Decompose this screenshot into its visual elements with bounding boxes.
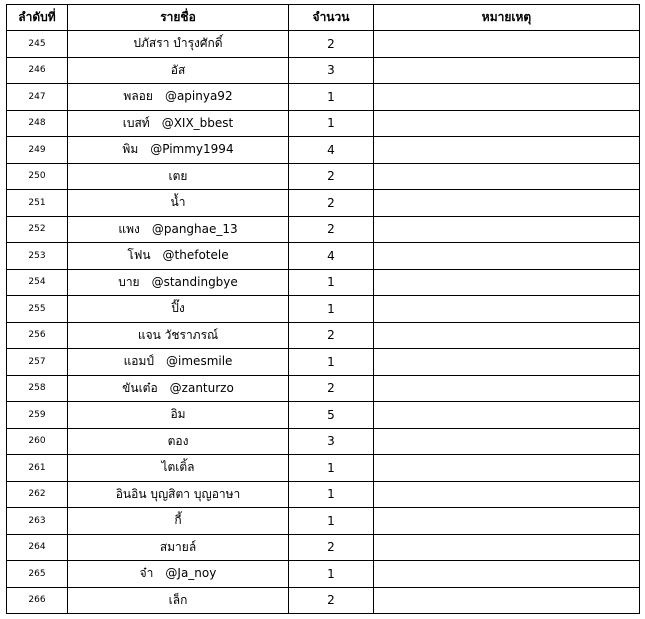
table-row [7,561,640,588]
table-row [7,428,640,455]
row-name-cell [68,587,289,614]
row-note [374,243,640,270]
row-note [374,163,640,190]
table-row [7,508,640,535]
row-name-cell [68,534,289,561]
row-note [374,455,640,482]
row-note [374,561,640,588]
row-name-cell [68,31,289,58]
row-name: จ๋า [139,566,154,581]
row-quantity: 2 [289,163,374,190]
row-handle: @XIX_bbest [161,115,234,130]
row-quantity: 2 [289,31,374,58]
table-row [7,481,640,508]
row-name: อัส [170,62,186,77]
row-name-cell [68,57,289,84]
row-name-cell [68,296,289,323]
row-number: 246 [7,57,68,84]
row-number: 255 [7,296,68,323]
table-row [7,296,640,323]
row-name-cell [68,455,289,482]
header-qty: จำนวน [289,5,374,31]
row-note [374,269,640,296]
row-number: 260 [7,428,68,455]
row-quantity: 1 [289,349,374,376]
row-handle: @apinya92 [164,89,233,104]
row-number: 254 [7,269,68,296]
row-name: ไตเติ้ล [161,460,195,475]
table-row [7,455,640,482]
row-quantity: 2 [289,216,374,243]
row-number: 263 [7,508,68,535]
row-number: 253 [7,243,68,270]
row-name-cell [68,163,289,190]
table-row [7,269,640,296]
row-name: กี้ [174,513,182,528]
row-quantity: 1 [289,296,374,323]
row-note [374,428,640,455]
row-number: 266 [7,587,68,614]
row-note [374,534,640,561]
row-name-cell [68,561,289,588]
row-note [374,137,640,164]
row-name: ปภัสรา บำรุงศักดิ์ [133,36,223,51]
row-note [374,375,640,402]
row-quantity: 3 [289,57,374,84]
row-name-cell [68,481,289,508]
row-number: 252 [7,216,68,243]
row-number: 264 [7,534,68,561]
row-name: เล็ก [168,592,188,607]
row-quantity: 2 [289,587,374,614]
row-name-cell [68,269,289,296]
row-name-cell [68,84,289,111]
row-quantity: 5 [289,402,374,429]
table-row [7,57,640,84]
table-row [7,534,640,561]
table-body [7,31,640,614]
row-note [374,216,640,243]
row-number: 261 [7,455,68,482]
row-name: แพง [118,221,140,236]
table-row [7,349,640,376]
table-row [7,31,640,58]
row-name: บาย [118,274,140,289]
row-note [374,481,640,508]
row-number: 259 [7,402,68,429]
row-note [374,587,640,614]
row-name-cell [68,190,289,217]
row-quantity: 1 [289,84,374,111]
row-name: แจน วัชราภรณ์ [137,327,219,342]
header-name: รายชื่อ [68,5,289,31]
row-note [374,508,640,535]
row-quantity: 2 [289,322,374,349]
header-row [7,5,640,31]
row-handle: @Ja_noy [165,566,217,581]
row-number: 245 [7,31,68,58]
row-name: แอมป์ [123,354,155,369]
row-number: 256 [7,322,68,349]
row-quantity: 1 [289,561,374,588]
row-quantity: 1 [289,455,374,482]
row-name: โฟน [127,248,151,263]
row-note [374,110,640,137]
row-quantity: 1 [289,481,374,508]
row-name-cell [68,508,289,535]
table-row [7,190,640,217]
row-quantity: 1 [289,508,374,535]
row-quantity: 4 [289,243,374,270]
row-name-cell [68,137,289,164]
row-note [374,402,640,429]
row-number: 257 [7,349,68,376]
row-name-cell [68,322,289,349]
row-name: พิม [122,142,139,157]
row-quantity: 3 [289,428,374,455]
row-handle: @Pimmy1994 [150,142,234,157]
table-row [7,163,640,190]
table-header [7,5,640,31]
roster-table [6,4,640,614]
row-note [374,349,640,376]
row-name: ตอง [167,433,189,448]
row-name: สมายล์ [159,539,197,554]
row-name-cell [68,243,289,270]
row-name: เตย [168,168,188,183]
row-name-cell [68,216,289,243]
table-row [7,216,640,243]
row-name: พลอย [123,89,153,104]
table-row [7,110,640,137]
row-name-cell [68,428,289,455]
table-row [7,587,640,614]
row-name: อิม [170,407,186,422]
header-no: ลำดับที่ [7,5,68,31]
table-row [7,375,640,402]
row-handle: @zanturzo [169,380,234,395]
row-name: อินอิน บุญสิตา บุญอาษา [115,486,241,501]
row-name-cell [68,110,289,137]
row-quantity: 2 [289,534,374,561]
row-note [374,31,640,58]
table-row [7,322,640,349]
row-note [374,190,640,217]
row-number: 262 [7,481,68,508]
row-note [374,84,640,111]
table-row [7,84,640,111]
row-name-cell [68,375,289,402]
row-quantity: 1 [289,269,374,296]
row-name-cell [68,349,289,376]
table-row [7,243,640,270]
row-name: น้ำ [170,195,186,210]
row-note [374,296,640,323]
row-handle: @standingbye [151,274,238,289]
table-row [7,137,640,164]
row-name-cell [68,402,289,429]
row-number: 251 [7,190,68,217]
row-number: 258 [7,375,68,402]
row-number: 265 [7,561,68,588]
row-quantity: 4 [289,137,374,164]
row-number: 247 [7,84,68,111]
row-handle: @panghae_13 [151,221,238,236]
row-handle: @thefotele [162,248,229,263]
header-note: หมายเหตุ [374,5,640,31]
row-number: 249 [7,137,68,164]
row-name: ปิ๊ง [171,301,185,316]
row-number: 248 [7,110,68,137]
row-name: เบสท์ [122,115,150,130]
row-note [374,322,640,349]
row-name: ขันเต๋อ [122,380,158,395]
row-number: 250 [7,163,68,190]
table-row [7,402,640,429]
row-handle: @imesmile [166,354,233,369]
row-quantity: 2 [289,190,374,217]
row-quantity: 1 [289,110,374,137]
row-note [374,57,640,84]
row-quantity: 2 [289,375,374,402]
